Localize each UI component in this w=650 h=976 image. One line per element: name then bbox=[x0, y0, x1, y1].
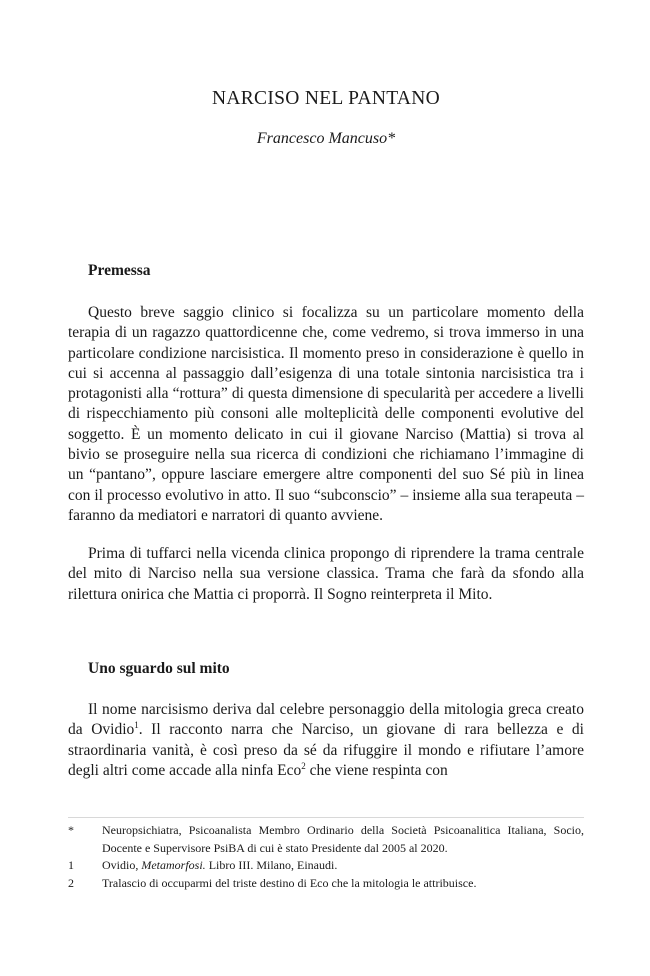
footnote-text bbox=[102, 857, 584, 875]
footnote-star bbox=[68, 822, 584, 857]
article-author: Francesco Mancuso* bbox=[256, 130, 396, 147]
paragraph-3-container bbox=[68, 700, 584, 781]
footnotes bbox=[68, 822, 584, 892]
paragraph-2-container bbox=[68, 544, 584, 605]
footnote-separator bbox=[68, 817, 584, 818]
paragraph-1-container bbox=[68, 303, 584, 526]
footnote-1-part-1: Ovidio, bbox=[102, 858, 142, 872]
paragraph-3 bbox=[68, 700, 584, 781]
footnote-1-book-title: Metamorfosi. bbox=[141, 858, 206, 872]
article-title: NARCISO NEL PANTANO bbox=[211, 88, 441, 109]
paragraph-3-part-1: Il nome narcisismo deriva dal celebre personaggio della mitologia greca creato da Ovidio bbox=[68, 701, 584, 739]
paragraph-1: Questo breve saggio clinico si focalizza su un particolare momento della terapia di un ragazzo quattordicenne che, come vedremo, si trova immerso in una particolare condizione narcisistica. Il momento preso in considerazione è quello in cui si accenna al passaggio dall’esigenza di una totale sintonia narcisistica tra i protagonisti alla “rottura” di questa dimensione di specularità per accedere a livelli di rispecchiamento più consoni alle molteplicità delle componenti evolutive del soggetto. È un momento delicato in cui il giovane Narciso (Mattia) si trova al bivio se proseguire nella sua ricerca di condizioni che richiamano l’immagine di un “pantano”, oppure lasciare emergere altre componenti del suo Sé più in linea con il processo evolutivo in atto. Il suo “subconscio” – insieme alla sua terapeuta – faranno da mediatori e narratori di quanto avviene. bbox=[68, 304, 584, 524]
footnote-mark: 1 bbox=[68, 858, 74, 872]
footnote-1 bbox=[68, 857, 584, 875]
paragraph-3-part-2: . Il racconto narra che Narciso, un giovane di rara bellezza e di straordinaria vanità, è così preso da sé da rifuggire il mondo e rifiutare l’amore degli altri come accade alla ninfa Eco bbox=[68, 721, 584, 779]
page bbox=[68, 0, 584, 976]
paragraph-3-part-3: che viene respinta con bbox=[305, 761, 448, 779]
footnote-2 bbox=[68, 875, 584, 893]
footnote-1-part-2: Libro III. Milano, Einaudi. bbox=[205, 858, 338, 872]
footnote-mark: * bbox=[68, 823, 74, 837]
section-heading-premessa: Premessa bbox=[88, 262, 151, 279]
footnote-text: Tralascio di occuparmi del triste destino di Eco che la mitologia le attribuisce. bbox=[102, 875, 477, 890]
paragraph-2: Prima di tuffarci nella vicenda clinica propongo di riprendere la trama centrale del mito di Narciso nella sua versione classica. Trama che farà da sfondo alla rilettura onirica che Mattia ci proporrà. Il Sogno reinterpreta il Mito. bbox=[68, 545, 584, 603]
footnote-ref-1[interactable]: 1 bbox=[134, 720, 139, 731]
footnote-text: Neuropsichiatra, Psicoanalista Membro Ordinario della Società Psicoanalitica Italiana, Socio, Docente e Supervisore PsiBA di cui è stato Presidente dal 2005 al 2020. bbox=[102, 823, 584, 855]
section-heading-mito: Uno sguardo sul mito bbox=[88, 660, 230, 677]
footnote-mark: 2 bbox=[68, 875, 74, 890]
footnote-ref-2[interactable]: 2 bbox=[301, 760, 306, 771]
